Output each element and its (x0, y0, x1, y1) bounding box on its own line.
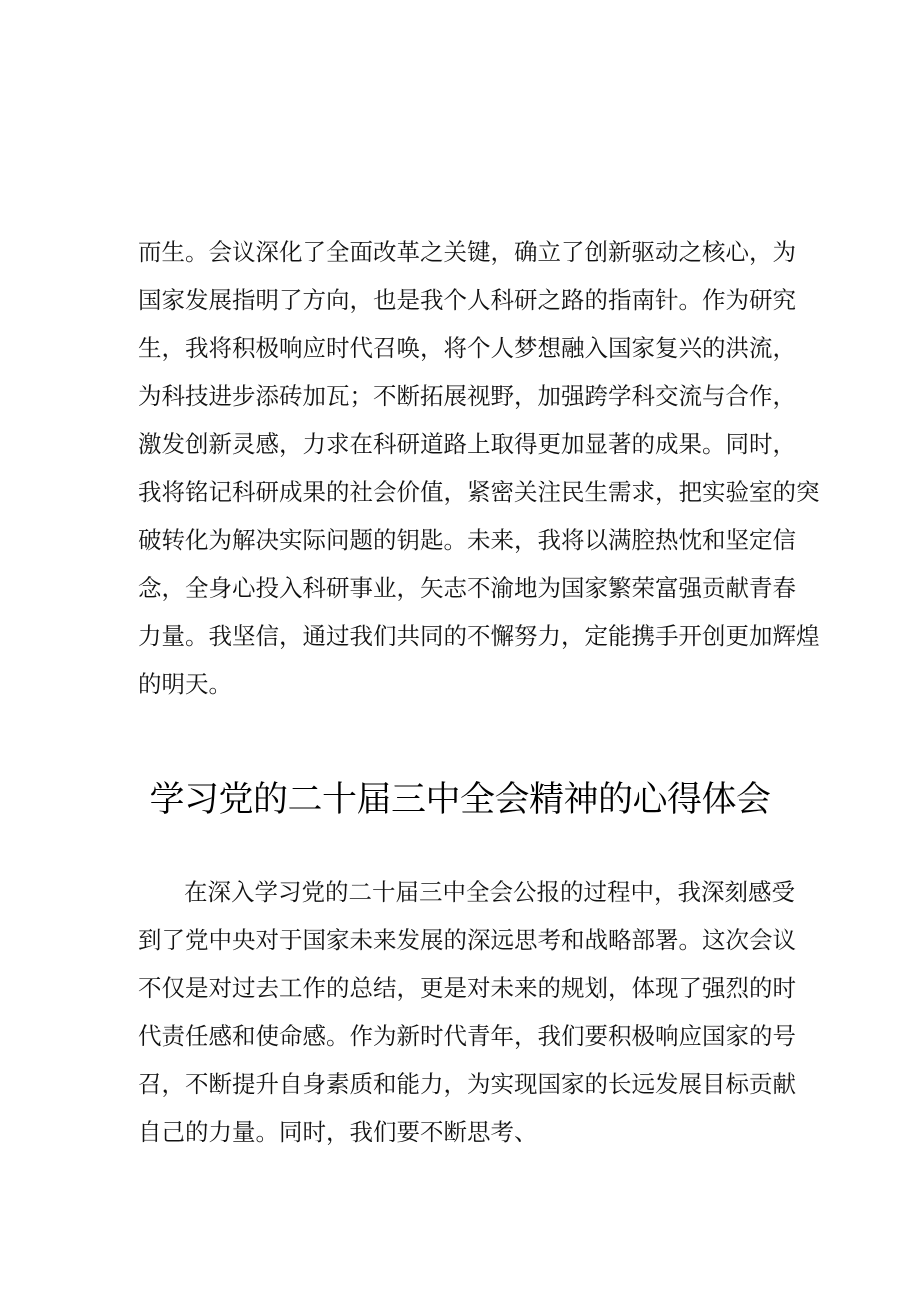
section-title: 学习党的二十届三中全会精神的心得体会 (149, 780, 771, 820)
paragraph-line: 代责任感和使命感。作为新时代青年，我们要积极响应国家的号 (138, 1022, 796, 1050)
paragraph-line: 生，我将积极响应时代召唤，将个人梦想融入国家复兴的洪流， (138, 334, 796, 362)
paragraph-line: 到了党中央对于国家未来发展的深远思考和战略部署。这次会议 (138, 926, 796, 954)
paragraph-line: 召，不断提升自身素质和能力，为实现国家的长远发展目标贡献 (138, 1070, 796, 1098)
paragraph-line: 国家发展指明了方向，也是我个人科研之路的指南针。作为研究 (138, 286, 796, 314)
paragraph-line: 力量。我坚信，通过我们共同的不懈努力，定能携手开创更加辉煌 (138, 622, 820, 650)
paragraph-line: 为科技进步添砖加瓦；不断拓展视野，加强跨学科交流与合作， (138, 382, 796, 410)
paragraph-line: 破转化为解决实际问题的钥匙。未来，我将以满腔热忱和坚定信 (138, 526, 796, 554)
paragraph-line: 不仅是对过去工作的总结，更是对未来的规划，体现了强烈的时 (138, 974, 796, 1002)
paragraph-line: 我将铭记科研成果的社会价值，紧密关注民生需求，把实验室的突 (138, 478, 820, 506)
paragraph-line: 在深入学习党的二十届三中全会公报的过程中，我深刻感受 (184, 878, 795, 906)
paragraph-line: 激发创新灵感，力求在科研道路上取得更加显著的成果。同时， (138, 430, 796, 458)
paragraph-line: 的明天。 (138, 670, 232, 698)
paragraph-line: 念，全身心投入科研事业，矢志不渝地为国家繁荣富强贡献青春 (138, 574, 796, 602)
paragraph-line: 而生。会议深化了全面改革之关键，确立了创新驱动之核心，为 (138, 238, 796, 266)
paragraph-line: 自己的力量。同时，我们要不断思考、 (138, 1118, 538, 1146)
